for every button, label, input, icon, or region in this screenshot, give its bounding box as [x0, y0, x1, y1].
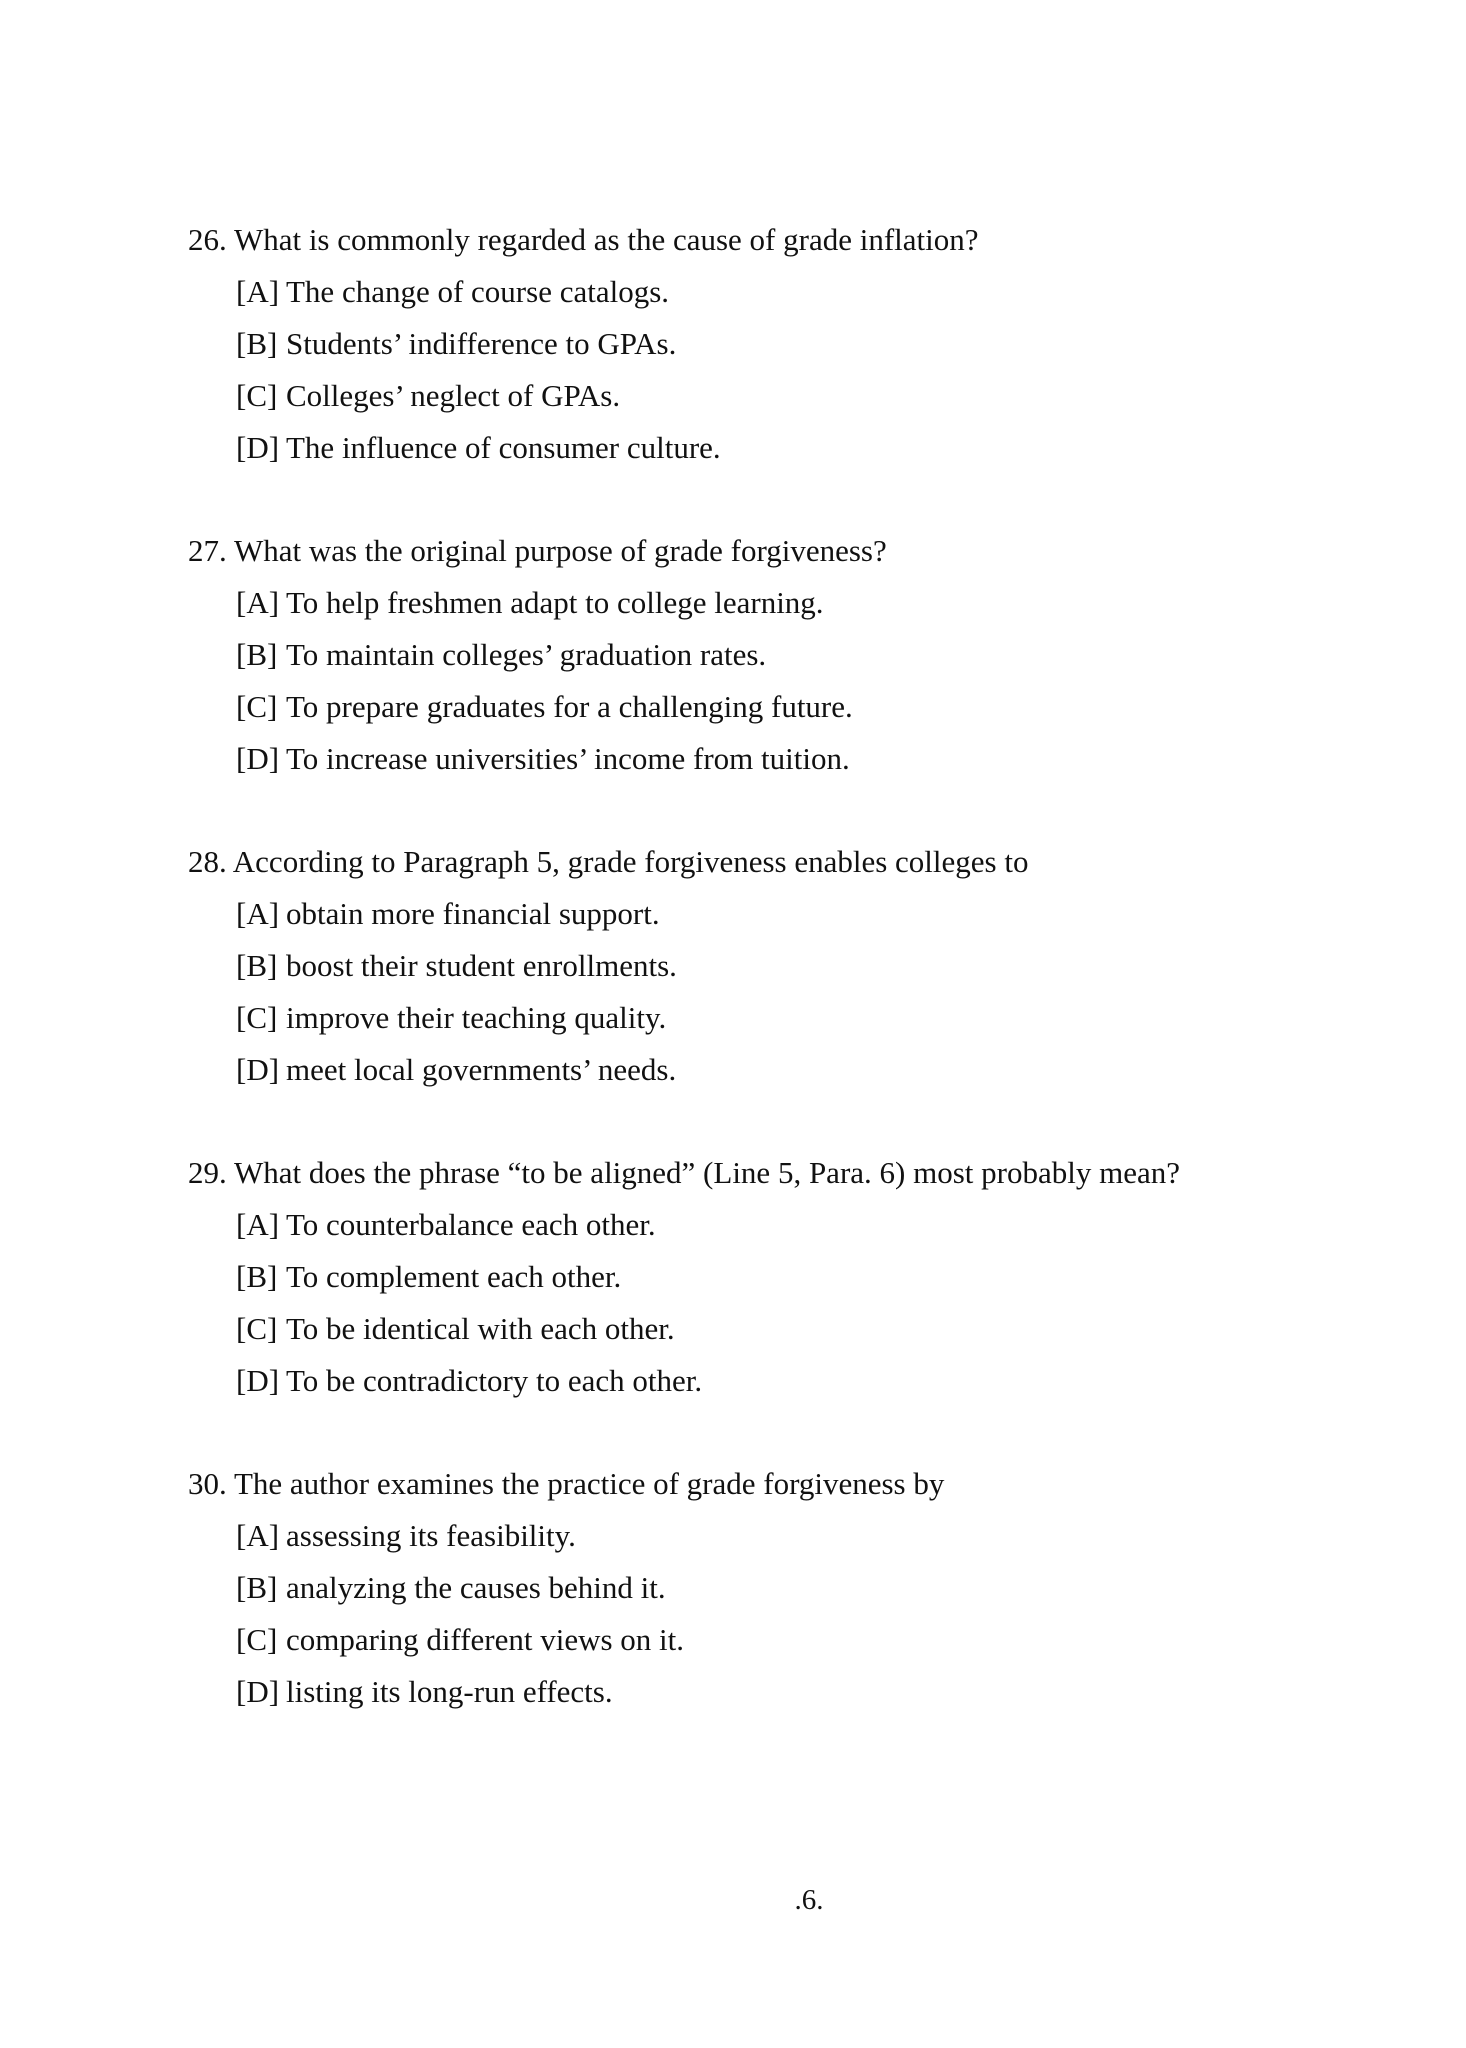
option-text: Students’ indifference to GPAs.: [286, 326, 677, 361]
option-letter: [D]: [236, 741, 280, 776]
option-d: [188, 1666, 1368, 1718]
option-c: [188, 681, 1368, 733]
option-c: [188, 1614, 1368, 1666]
option-text: comparing different views on it.: [286, 1622, 685, 1657]
option-letter: [B]: [236, 1259, 278, 1294]
option-letter: [B]: [236, 948, 278, 983]
question-stem: 30. The author examines the practice of grade forgiveness by: [188, 1466, 945, 1501]
option-letter: [B]: [236, 326, 278, 361]
option-c: [188, 370, 1368, 422]
option-letter: [A]: [236, 274, 280, 309]
option-text: boost their student enrollments.: [286, 948, 677, 983]
option-b: [188, 1562, 1368, 1614]
option-letter: [A]: [236, 585, 280, 620]
question-stem: 29. What does the phrase “to be aligned” (Line 5, Para. 6) most probably mean?: [188, 1155, 1180, 1190]
option-letter: [A]: [236, 1518, 280, 1553]
option-a: [188, 888, 1368, 940]
option-a: [188, 577, 1368, 629]
option-text: assessing its feasibility.: [286, 1518, 576, 1553]
option-letter: [A]: [236, 896, 280, 931]
option-text: To help freshmen adapt to college learning.: [286, 585, 824, 620]
option-text: analyzing the causes behind it.: [286, 1570, 666, 1605]
option-letter: [C]: [236, 1000, 278, 1035]
question-28: [188, 836, 1368, 1096]
option-text: meet local governments’ needs.: [286, 1052, 677, 1087]
question-26: [188, 214, 1368, 474]
question-27: [188, 525, 1368, 785]
option-a: [188, 1510, 1368, 1562]
option-a: [188, 266, 1368, 318]
option-letter: [C]: [236, 1311, 278, 1346]
page-number: .6.: [794, 1884, 824, 1916]
option-letter: [A]: [236, 1207, 280, 1242]
option-text: To counterbalance each other.: [286, 1207, 656, 1242]
option-d: [188, 1044, 1368, 1096]
option-c: [188, 1303, 1368, 1355]
option-b: [188, 629, 1368, 681]
option-d: [188, 733, 1368, 785]
option-text: The influence of consumer culture.: [286, 430, 721, 465]
option-letter: [C]: [236, 689, 278, 724]
option-d: [188, 422, 1368, 474]
option-text: To be contradictory to each other.: [286, 1363, 703, 1398]
option-text: To increase universities’ income from tuition.: [286, 741, 850, 776]
option-letter: [C]: [236, 1622, 278, 1657]
option-text: To maintain colleges’ graduation rates.: [286, 637, 767, 672]
question-stem: 27. What was the original purpose of grade forgiveness?: [188, 533, 887, 568]
question-stem: 26. What is commonly regarded as the cause of grade inflation?: [188, 222, 979, 257]
option-text: Colleges’ neglect of GPAs.: [286, 378, 621, 413]
option-text: To be identical with each other.: [286, 1311, 675, 1346]
option-c: [188, 992, 1368, 1044]
option-letter: [B]: [236, 637, 278, 672]
question-stem: 28. According to Paragraph 5, grade forgiveness enables colleges to: [188, 844, 1029, 879]
option-b: [188, 1251, 1368, 1303]
option-a: [188, 1199, 1368, 1251]
option-letter: [C]: [236, 378, 278, 413]
option-text: To complement each other.: [286, 1259, 622, 1294]
option-b: [188, 940, 1368, 992]
option-text: To prepare graduates for a challenging future.: [286, 689, 853, 724]
option-text: improve their teaching quality.: [286, 1000, 667, 1035]
option-letter: [D]: [236, 1052, 280, 1087]
question-30: [188, 1458, 1368, 1718]
option-b: [188, 318, 1368, 370]
option-letter: [D]: [236, 1363, 280, 1398]
option-letter: [D]: [236, 430, 280, 465]
option-text: listing its long-run effects.: [286, 1674, 613, 1709]
option-text: The change of course catalogs.: [286, 274, 670, 309]
option-letter: [D]: [236, 1674, 280, 1709]
option-letter: [B]: [236, 1570, 278, 1605]
option-d: [188, 1355, 1368, 1407]
question-29: [188, 1147, 1368, 1407]
option-text: obtain more financial support.: [286, 896, 660, 931]
